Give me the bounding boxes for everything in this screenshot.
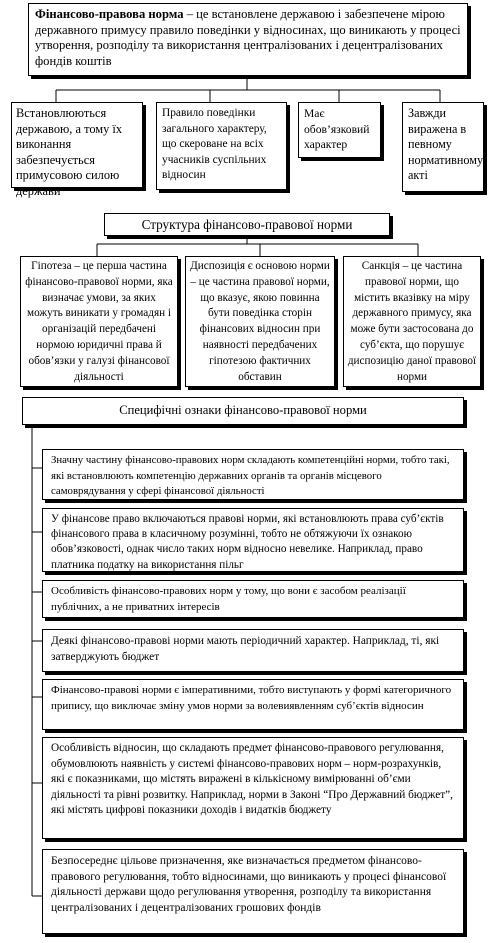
specific-item-text: У фінансове право включаються правові норми, які встановлюють права суб’єктів фінансового права в класичному розумінні, тобто не обтяжуючи їх ознакою обов’язковості, однак число таких норм відносно невелике. Наприклад, право платника податку на використання пільг [51, 513, 444, 571]
specific-item-text: Значну частину фінансово-правових норм складають компетенційні норми, тобто такі, які встановлюють компетенцію державних органів та органів місцевого самоврядування у сфері фінансової діяльності [51, 454, 450, 497]
specific-item [42, 849, 464, 934]
specific-item-text: Деякі фінансово-правові норми мають періодичний характер. Наприклад, ті, які затверджують бюджет [51, 635, 440, 663]
structure-part-disposition [185, 256, 335, 387]
feature-box [298, 102, 381, 158]
definition-text: – це встановлене державою і забезпечене мірою державного примусу правило поведінки у відносинах, що виникають у процесі утворення, розподілу та використання централізованих і децентралізованих фондів коштів [35, 7, 461, 68]
specific-item [42, 449, 464, 500]
specific-item-text: Особливість відносин, що складають предмет фінансово-правового регулювання, обумовлюють наявність у системі фінансово-правових норм – норм-розрахунків, які є показниками, що містять виражені в кількісному вимірюванні об’єми діяльності та рівні розвитку. Наприклад, норми в Законі “Про Державний бюджет”, які містять цифрові показники доходів і видатків бюджету [51, 742, 453, 817]
specific-item [42, 737, 464, 839]
structure-part-hypothesis [20, 256, 178, 387]
definition-term: Фінансово-правова норма [35, 7, 184, 21]
specific-item [42, 629, 464, 672]
structure-part-text: Санкція – це частина правової норми, що містить вказівку на міру державного примусу, яка може бути застосована до суб’єкта, що порушує диспозицію даної правової норми [347, 260, 477, 383]
structure-title-text: Структура фінансово-правової норми [141, 217, 353, 232]
feature-box [11, 102, 143, 198]
structure-part-sanction [343, 256, 481, 387]
specific-title [22, 397, 464, 425]
structure-part-text: Гіпотеза – це перша частина фінансово-правової норми, яка визначає умови, за яких можуть виникати у громадян і організацій передбачені нормою юридичні права й обов’язки у галузі фінансової діяльності [25, 260, 173, 383]
structure-title [104, 213, 390, 236]
specific-item-text: Фінансово-правові норми є імперативними, тобто виступають у формі категоричного припису, що виключає зміну умов норми за волевиявленням суб’єктів відносин [51, 684, 452, 712]
specific-item [42, 679, 464, 730]
feature-text: Має обов’язковий характер [304, 107, 370, 151]
specific-item [42, 508, 464, 572]
feature-text: Завжди виражена в певному нормативному акті [408, 106, 484, 182]
feature-text: Правило поведінки загального характеру, що скероване на всіх учасників суспільних відносин [162, 107, 267, 181]
specific-item-text: Особливість фінансово-правових норм у тому, що вони є засобом реалізації публічних, а не приватних інтересів [51, 585, 406, 613]
feature-text: Встановлюються державою, а тому їх виконання забезпечується примусовою силою держави [16, 106, 123, 198]
specific-item-text: Безпосереднє цільове призначення, яке визначається предметом фінансово-правового регулювання, тобто відносинами, що виникають у процесі фінансової діяльності держави щодо регулювання утворення, розподілу та використання централізованих і децентралізованих грошових фондів [51, 855, 447, 914]
definition-box [28, 3, 468, 76]
specific-item [42, 580, 464, 618]
feature-box [156, 102, 287, 190]
feature-box [402, 102, 484, 192]
structure-part-text: Диспозиція є основою норми – це частина правової норми, що вказує, якою повинна бути поведінка сторін фінансових відносин при наявності передбачених гіпотезою фактичних обставин [190, 260, 330, 383]
specific-title-text: Специфічні ознаки фінансово-правової норми [119, 403, 367, 417]
